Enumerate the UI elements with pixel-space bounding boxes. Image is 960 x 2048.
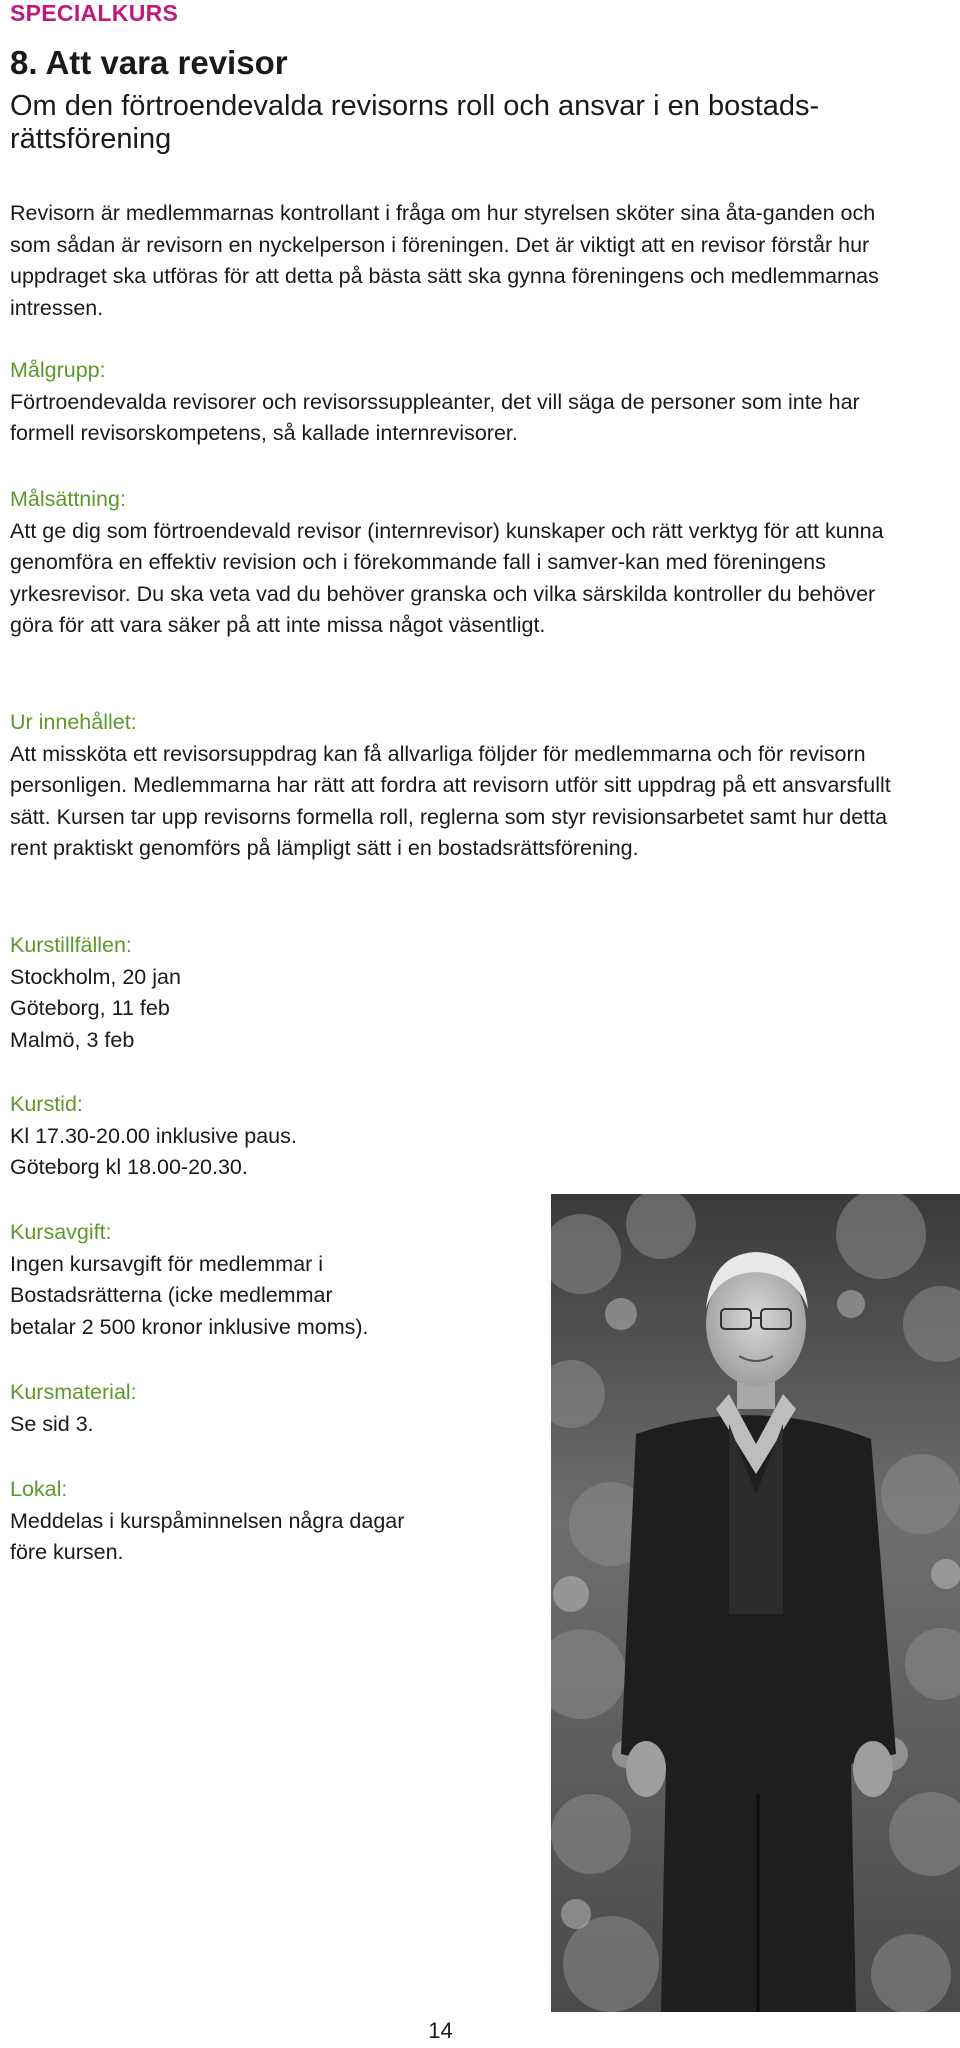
time-line: Kl 17.30-20.00 inklusive paus. <box>10 1123 297 1148</box>
venue-line: före kursen. <box>10 1540 124 1564</box>
location-line: Stockholm, 20 jan <box>10 964 181 989</box>
venue-line: Meddelas i kurspåminnelsen några dagar <box>10 1508 405 1533</box>
instructor-photo <box>551 1194 960 2012</box>
section-innehall <box>10 707 900 865</box>
location-line: Göteborg, 11 feb <box>10 996 170 1020</box>
intro-paragraph: Revisorn är medlemmarnas kontrollant i fråga om hur styrelsen sköter sina åta-ganden och som sådan är revisorn en nyckelperson i föreningen. Det är viktigt att en revisor förstår hur uppdraget ska utföras för att detta på bästa sätt ska gynna föreningens och medlemmarnas intressen. <box>10 201 879 320</box>
section-text: Att ge dig som förtroendevald revisor (internrevisor) kunskaper och rätt verktyg för att kunna genomföra en effektiv revision och i förekommande fall i samver-kan med föreningens yrkesrevisor. Du ska veta vad du behöver granska och vilka särskilda kontroller du behöver göra för att vara säker på att inte missa något väsentligt. <box>10 518 884 637</box>
section-label: Kursmaterial: <box>10 1380 137 1404</box>
time-line: Göteborg kl 18.00-20.30. <box>10 1155 248 1179</box>
section-lokal <box>10 1474 470 1569</box>
section-kursavgift <box>10 1217 470 1343</box>
material-line: Se sid 3. <box>10 1411 94 1436</box>
section-label: Kurstid: <box>10 1092 83 1116</box>
page-number: 14 <box>428 2018 453 2043</box>
section-kicker: SPECIALKURS <box>10 0 179 26</box>
fee-line: betalar 2 500 kronor inklusive moms). <box>10 1314 369 1339</box>
section-label: Kurstillfällen: <box>10 933 132 957</box>
section-label: Kursavgift: <box>10 1220 112 1244</box>
section-malsattning <box>10 484 900 642</box>
section-text: Förtroendevalda revisorer och revisorssuppleanter, det vill säga de personer som inte har formell revisorskompetens, så kallade internrevisorer. <box>10 389 860 445</box>
section-text: Att missköta ett revisorsuppdrag kan få allvarliga följder för medlemmarna och för revisorn personligen. Medlemmarna har rätt att fordra att revisorn utför sitt uppdrag på ett ansvarsfullt sätt. Kursen tar upp revisorns formella roll, reglerna som styr revisionsarbetet samt hur detta rent praktiskt genomförs på lämpligt sätt i en bostadsrättsförening. <box>10 741 891 860</box>
section-label: Ur innehållet: <box>10 710 137 734</box>
section-kurstillfallen <box>10 930 470 1056</box>
section-label: Målgrupp: <box>10 358 106 382</box>
section-label: Lokal: <box>10 1477 68 1501</box>
fee-line: Bostadsrätterna (icke medlemmar <box>10 1283 333 1307</box>
section-malgrupp <box>10 355 900 450</box>
section-label: Målsättning: <box>10 487 126 511</box>
fee-line: Ingen kursavgift för medlemmar i <box>10 1251 324 1276</box>
section-kursmaterial <box>10 1377 470 1440</box>
course-subtitle: Om den förtroendevalda revisorns roll och ansvar i en bostads-rättsförening <box>10 90 820 155</box>
location-line: Malmö, 3 feb <box>10 1027 135 1052</box>
section-kurstid <box>10 1089 470 1184</box>
course-title: 8. Att vara revisor <box>10 44 288 81</box>
